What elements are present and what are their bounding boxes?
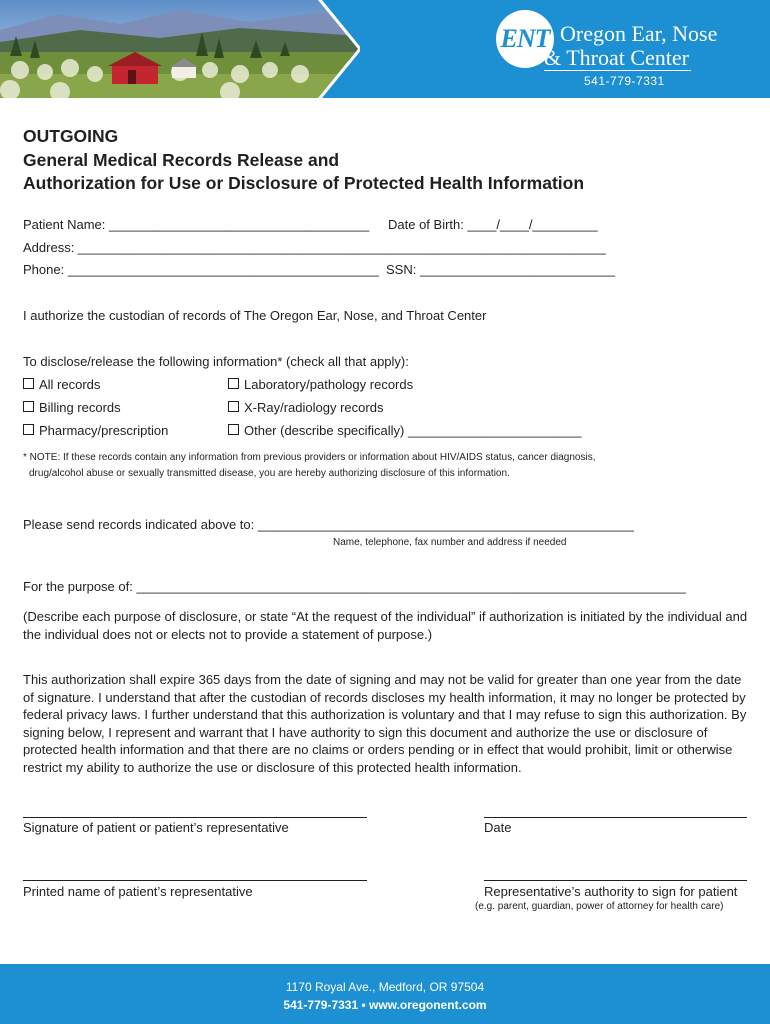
authorize-statement: I authorize the custodian of records of The Oregon Ear, Nose, and Throat Center: [23, 308, 487, 323]
ent-logo-mark: ENT: [496, 10, 554, 68]
checkbox-square-icon[interactable]: [23, 378, 34, 389]
checkbox-square-icon[interactable]: [23, 424, 34, 435]
purpose-field[interactable]: For the purpose of: ____________________________________________________________________________: [23, 579, 686, 594]
send-records-field[interactable]: Please send records indicated above to: ____________________________________________________: [23, 517, 634, 532]
disclose-heading: To disclose/release the following information* (check all that apply):: [23, 354, 409, 369]
footer-contact: 541-779-7331 • www.oregonent.com: [283, 998, 487, 1012]
landscape-photo: [0, 0, 360, 98]
org-phone: 541-779-7331: [584, 74, 665, 88]
checkbox-xray-radiology[interactable]: X-Ray/radiology records: [228, 400, 383, 416]
page-footer: [0, 964, 770, 1024]
form-title-type: OUTGOING: [23, 126, 119, 146]
checkbox-square-icon[interactable]: [228, 424, 239, 435]
checkbox-other[interactable]: Other (describe specifically) ________________________: [228, 423, 582, 439]
date-label: Date: [484, 820, 512, 835]
checkbox-square-icon[interactable]: [23, 401, 34, 412]
form-title-line3: Authorization for Use or Disclosure of Protected Health Information: [23, 173, 585, 193]
org-name-line1: Oregon Ear, Nose: [560, 21, 718, 46]
patient-name-field[interactable]: Patient Name: ____________________________________: [23, 217, 370, 232]
rep-authority-line[interactable]: [484, 880, 747, 881]
note-line2: drug/alcohol abuse or sexually transmitted disease, you are hereby authorizing disclosure of this information.: [29, 468, 510, 479]
patient-signature-label: Signature of patient or patient’s representative: [23, 820, 289, 835]
checkbox-pharmacy-prescription[interactable]: Pharmacy/prescription: [23, 423, 168, 439]
checkbox-all-records[interactable]: All records: [23, 377, 100, 393]
phone-field[interactable]: Phone: ___________________________________________: [23, 262, 379, 277]
checkbox-square-icon[interactable]: [228, 378, 239, 389]
signature-line[interactable]: [23, 817, 367, 818]
org-logo: [496, 10, 736, 90]
address-field[interactable]: Address: _________________________________________________________________________: [23, 240, 606, 255]
date-of-birth-field[interactable]: Date of Birth: ____/____/_________: [388, 217, 598, 232]
rep-authority-hint: (e.g. parent, guardian, power of attorney for health care): [475, 901, 724, 912]
printed-name-line[interactable]: [23, 880, 367, 881]
send-records-hint: Name, telephone, fax number and address if needed: [333, 537, 567, 548]
authorization-paragraph: This authorization shall expire 365 days from the date of signing and may not be valid for greater than one year from the date of signature. I understand that after the custodian of records discloses my health information, it may no longer be protected by federal privacy laws. I further understand that this authorization is voluntary and that I may refuse to sign this authorization. By signing below, I represent and warrant that I have authority to sign this document and authorize the use or disclosure of protected health information and that there are no claims or orders pending or in effect that would prohibit, limit or otherwise restrict my ability to authorize the use or disclosure of this protected health information.: [23, 672, 747, 775]
org-name-line2: & Throat Center: [544, 45, 689, 70]
checkbox-square-icon[interactable]: [228, 401, 239, 412]
checkbox-laboratory-pathology[interactable]: Laboratory/pathology records: [228, 377, 413, 393]
rep-authority-label: Representative’s authority to sign for patient: [484, 884, 738, 899]
date-line[interactable]: [484, 817, 747, 818]
note-line1: * NOTE: If these records contain any information from previous providers or information about HIV/AIDS status, cancer diagnosis,: [23, 452, 596, 463]
printed-name-label: Printed name of patient’s representative: [23, 884, 253, 899]
footer-address: 1170 Royal Ave., Medford, OR 97504: [285, 980, 485, 994]
ssn-field[interactable]: SSN: ___________________________: [386, 262, 616, 277]
purpose-description: (Describe each purpose of disclosure, or state “At the request of the individual” if authorization is initiated by the individual and the individual does not or elects not to provide a statement of purpose.): [23, 609, 748, 642]
form-title-line2: General Medical Records Release and: [23, 150, 340, 170]
checkbox-billing-records[interactable]: Billing records: [23, 400, 121, 416]
page-header: [0, 0, 770, 98]
